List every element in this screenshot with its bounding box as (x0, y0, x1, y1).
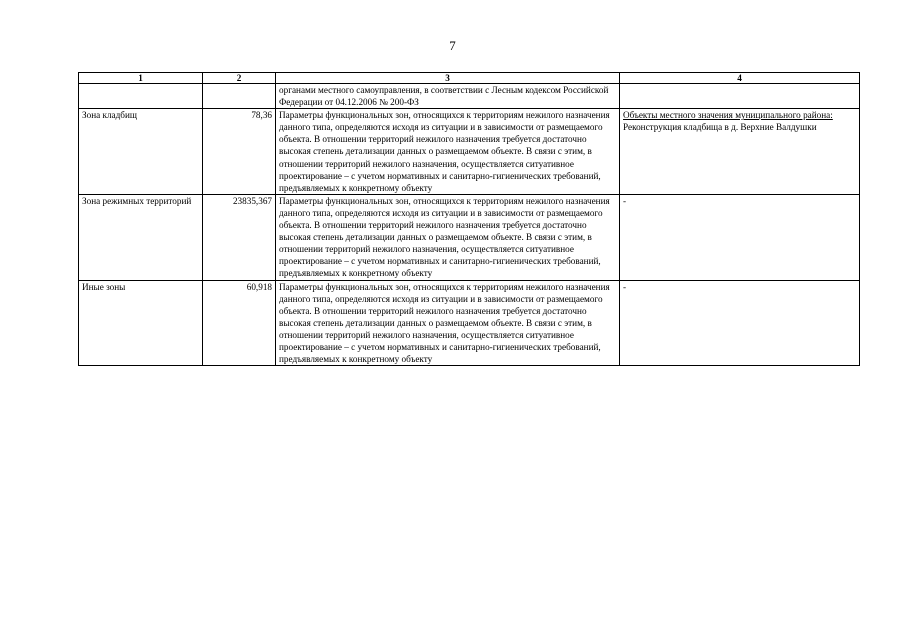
column-header-2: 2 (203, 73, 276, 84)
zone-name: Иные зоны (79, 280, 203, 366)
objects-text: - (623, 195, 627, 206)
column-header-1: 1 (79, 73, 203, 84)
zone-area: 60,918 (203, 280, 276, 366)
zone-area: 78,36 (203, 109, 276, 195)
table-row (79, 84, 860, 109)
zones-table (78, 72, 860, 366)
table-row (79, 194, 860, 280)
column-header-3: 3 (276, 73, 620, 84)
zone-name: Зона кладбищ (79, 109, 203, 195)
objects-title: Объекты местного значения муниципального района: (623, 110, 833, 121)
zone-area (203, 84, 276, 109)
zone-parameters: органами местного самоуправления, в соответствии с Лесным кодексом Российской Федерации от 04.12.2006 № 200-ФЗ (276, 84, 620, 109)
zone-objects (620, 84, 860, 109)
header-row (79, 73, 860, 84)
table-row (79, 280, 860, 366)
zone-name (79, 84, 203, 109)
page-number: 7 (449, 38, 456, 53)
zone-objects (620, 194, 860, 280)
table-row (79, 109, 860, 195)
zone-name: Зона режимных территорий (79, 194, 203, 280)
zone-parameters: Параметры функциональных зон, относящихся к территориям нежилого назначения данного типа, определяются исходя из ситуации и в зависимости от размещаемого объекта. В отношении территорий нежилого назначения требуется достаточно высокая степень детализации данных о размещаемом объекте. В связи с этим, в отношении территорий нежилого назначения, осуществляется ситуативное проектирование – с учетом нормативных и санитарно-гигиенических требований, предъявляемых к конкретному объекту (276, 109, 620, 195)
zone-objects (620, 280, 860, 366)
zone-parameters: Параметры функциональных зон, относящихся к территориям нежилого назначения данного типа, определяются исходя из ситуации и в зависимости от размещаемого объекта. В отношении территорий нежилого назначения требуется достаточно высокая степень детализации данных о размещаемом объекте. В связи с этим, в отношении территорий нежилого назначения, осуществляется ситуативное проектирование – с учетом нормативных и санитарно-гигиенических требований, предъявляемых к конкретному объекту (276, 280, 620, 366)
objects-text: Реконструкция кладбища в д. Верхние Валдушки (623, 122, 817, 133)
zone-area: 23835,367 (203, 194, 276, 280)
column-header-4: 4 (620, 73, 860, 84)
zone-objects (620, 109, 860, 195)
objects-text: - (623, 281, 627, 292)
zone-parameters: Параметры функциональных зон, относящихся к территориям нежилого назначения данного типа, определяются исходя из ситуации и в зависимости от размещаемого объекта. В отношении территорий нежилого назначения требуется достаточно высокая степень детализации данных о размещаемом объекте. В связи с этим, в отношении территорий нежилого назначения, осуществляется ситуативное проектирование – с учетом нормативных и санитарно-гигиенических требований, предъявляемых к конкретному объекту (276, 194, 620, 280)
